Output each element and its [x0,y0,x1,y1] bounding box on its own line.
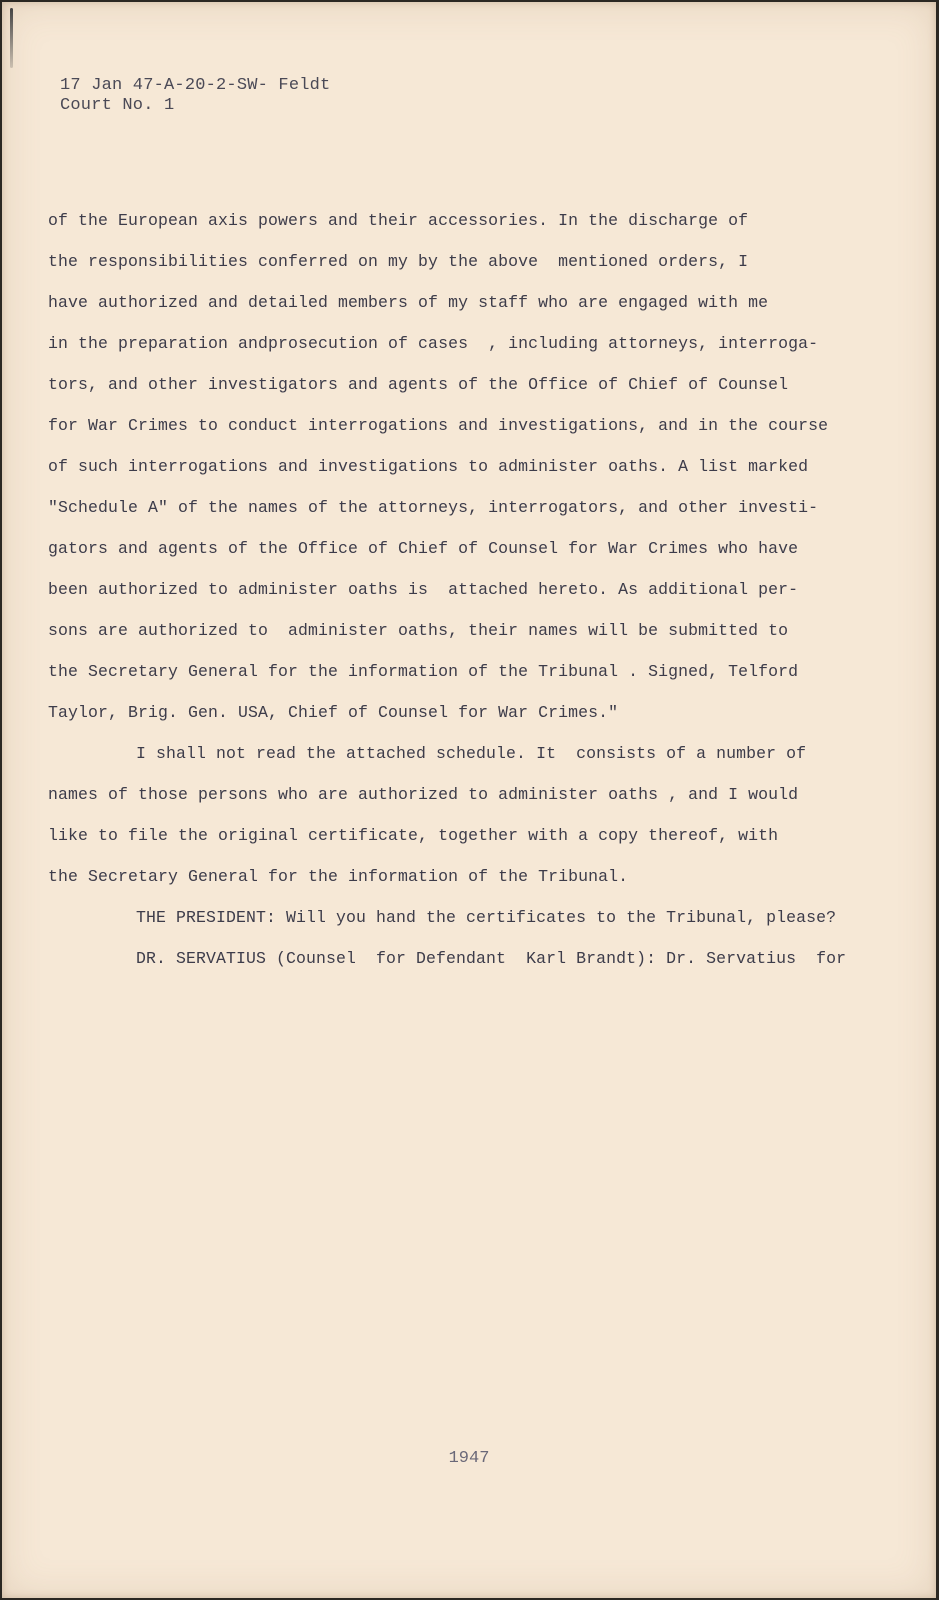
transcript-line: the Secretary General for the information of the Tribunal. [48,867,629,886]
transcript-line: gators and agents of the Office of Chief of Counsel for War Crimes who have [48,539,799,558]
transcript-line: the responsibilities conferred on my by the above mentioned orders, I [48,252,749,271]
transcript-line: been authorized to administer oaths is attached hereto. As additional per- [48,580,799,599]
transcript-line: have authorized and detailed members of my staff who are engaged with me [48,293,769,312]
header-court-line: Court No. 1 [60,96,175,115]
transcript-line: like to file the original certificate, together with a copy thereof, with [48,826,779,845]
transcript-line: names of those persons who are authorized to administer oaths , and I would [48,785,799,804]
transcript-line: "Schedule A" of the names of the attorneys, interrogators, and other investi- [48,498,819,517]
transcript-line: Taylor, Brig. Gen. USA, Chief of Counsel for War Crimes." [48,703,619,722]
document-page [2,2,936,1598]
document-header [60,76,330,116]
transcript-line: tors, and other investigators and agents of the Office of Chief of Counsel [48,375,789,394]
transcript-line: for War Crimes to conduct interrogations and investigations, and in the course [48,416,829,435]
transcript-line: I shall not read the attached schedule. It consists of a number of [136,744,807,763]
transcript-line: of the European axis powers and their accessories. In the discharge of [48,211,749,230]
transcript-line: THE PRESIDENT: Will you hand the certificates to the Tribunal, please? [136,908,837,927]
transcript-line: sons are authorized to administer oaths, their names will be submitted to [48,621,789,640]
page-number: 1947 [448,1449,490,1468]
fold-mark [10,8,13,68]
transcript-line: in the preparation andprosecution of cases , including attorneys, interroga- [48,334,819,353]
transcript-line: DR. SERVATIUS (Counsel for Defendant Karl Brandt): Dr. Servatius for [136,949,847,968]
transcript-line: of such interrogations and investigations to administer oaths. A list marked [48,457,809,476]
transcript-body [48,200,908,979]
header-session-line: 17 Jan 47-A-20-2-SW- Feldt [60,76,331,95]
transcript-line: the Secretary General for the information of the Tribunal . Signed, Telford [48,662,799,681]
